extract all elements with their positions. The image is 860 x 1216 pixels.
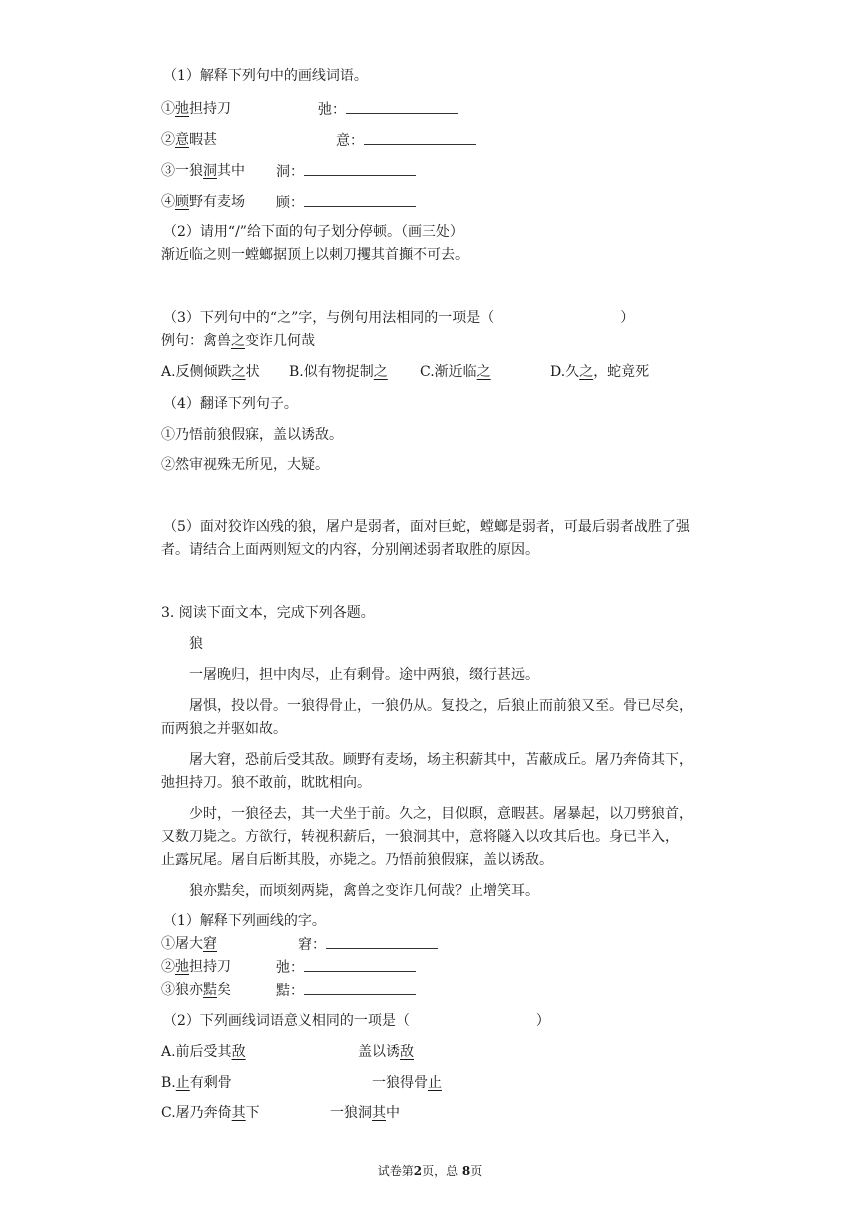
q3-p1-answer-1[interactable]: 窘：: [298, 934, 438, 955]
q2-p1-item-3: ③一狼洞其中: [161, 163, 245, 179]
q2-p3-option-b[interactable]: B.似有物捉制之: [289, 364, 388, 380]
q3-p2-option-c-pair: 一狼洞其中: [330, 1105, 400, 1121]
q3-heading: 3. 阅读下面文本，完成下列各题。: [161, 605, 375, 621]
q3-passage-title: 狼: [189, 636, 203, 652]
q3-passage-line: 一屠晚归，担中肉尽，止有剩骨。途中两狼，缀行甚远。: [189, 667, 539, 683]
q3-passage-line: 少时，一狼径去，其一犬坐于前。久之，目似瞑，意暇甚。屠暴起，以刀劈狼首，: [189, 806, 693, 822]
q2-p1-item-1: ①弛担持刀: [161, 101, 231, 117]
page-footer: 试卷第2页，总 8页: [377, 1164, 483, 1178]
q3-passage-line: 弛担持刀。狼不敢前，眈眈相向。: [161, 775, 371, 791]
q3-p1-answer-2[interactable]: 弛：: [276, 957, 416, 978]
q3-passage-line: 狼亦黠矣，而顷刻两毙，禽兽之变诈几何哉？止增笑耳。: [189, 883, 539, 899]
q3-passage-line: 止露尻尾。屠自后断其股，亦毙之。乃悟前狼假寐，盖以诱敌。: [161, 852, 553, 868]
q3-p1-item-1: ①屠大窘: [161, 936, 217, 952]
q3-p1-heading: （1）解释下列画线的字。: [163, 913, 326, 929]
q2-p4-heading: （4）翻译下列句子。: [163, 396, 298, 412]
q3-passage-line: 屠大窘，恐前后受其敌。顾野有麦场，场主积薪其中，苫蔽成丘。屠乃奔倚其下，: [189, 752, 693, 768]
q2-p1-answer-2[interactable]: 意：: [336, 130, 476, 151]
q3-passage-line: 又数刀毙之。方欲行，转视积薪后，一狼洞其中，意将隧入以攻其后也。身已半入，: [161, 829, 679, 845]
q2-p2-heading: （2）请用“/”给下面的句子划分停顿。（画三处）: [163, 224, 464, 240]
q2-p1-heading: （1）解释下列句中的画线词语。: [163, 68, 368, 84]
q2-p3-example: 例句：禽兽之变诈几何哉: [161, 333, 315, 349]
q2-p5-line-2: 者。请结合上面两则短文的内容，分别阐述弱者取胜的原因。: [161, 542, 539, 558]
q2-p3-option-d[interactable]: D.久之，蛇竟死: [550, 364, 650, 380]
q2-p5-line-1: （5）面对狡诈凶残的狼，屠户是弱者，面对巨蛇，螳螂是弱者，可最后弱者战胜了强: [163, 519, 690, 535]
q2-p3-option-a[interactable]: A.反侧倾跌之状: [161, 364, 260, 380]
q2-p1-item-2: ②意暇甚: [161, 132, 217, 148]
q3-passage-line: 屠惧，投以骨。一狼得骨止，一狼仍从。复投之，后狼止而前狼又至。骨已尽矣，: [189, 698, 693, 714]
q3-p2-option-a[interactable]: A.前后受其敌: [161, 1044, 246, 1060]
q2-p1-answer-3[interactable]: 洞：: [276, 161, 416, 182]
q3-p2-option-b[interactable]: B.止有剩骨: [161, 1075, 232, 1091]
q2-p4-sentence-2: ②然审视殊无所见，大疑。: [161, 457, 329, 473]
q3-p1-item-3: ③狼亦黠矣: [161, 982, 231, 998]
q2-p1-item-4: ④顾野有麦场: [161, 194, 245, 210]
q2-p1-answer-1[interactable]: 弛：: [318, 99, 458, 120]
q3-p2-option-a-pair: 盖以诱敌: [358, 1044, 414, 1060]
q3-p1-item-2: ②弛担持刀: [161, 959, 231, 975]
q2-p3-heading: （3）下列句中的“之”字，与例句用法相同的一项是（ ）: [163, 310, 635, 326]
q2-p3-option-c[interactable]: C.渐近临之: [420, 364, 491, 380]
q3-p2-option-c[interactable]: C.屠乃奔倚其下: [161, 1105, 260, 1121]
q3-p2-option-b-pair: 一狼得骨止: [372, 1075, 442, 1091]
q3-passage-line: 而两狼之并驱如故。: [161, 721, 287, 737]
q3-p2-heading: （2）下列画线词语意义相同的一项是（ ）: [163, 1013, 550, 1029]
q2-p2-sentence: 渐近临之则一螳螂据顶上以刺刀攫其首攧不可去。: [161, 247, 469, 263]
q2-p4-sentence-1: ①乃悟前狼假寐，盖以诱敌。: [161, 427, 343, 443]
q3-p1-answer-3[interactable]: 黠：: [276, 980, 416, 1001]
q2-p1-answer-4[interactable]: 顾：: [276, 192, 416, 213]
